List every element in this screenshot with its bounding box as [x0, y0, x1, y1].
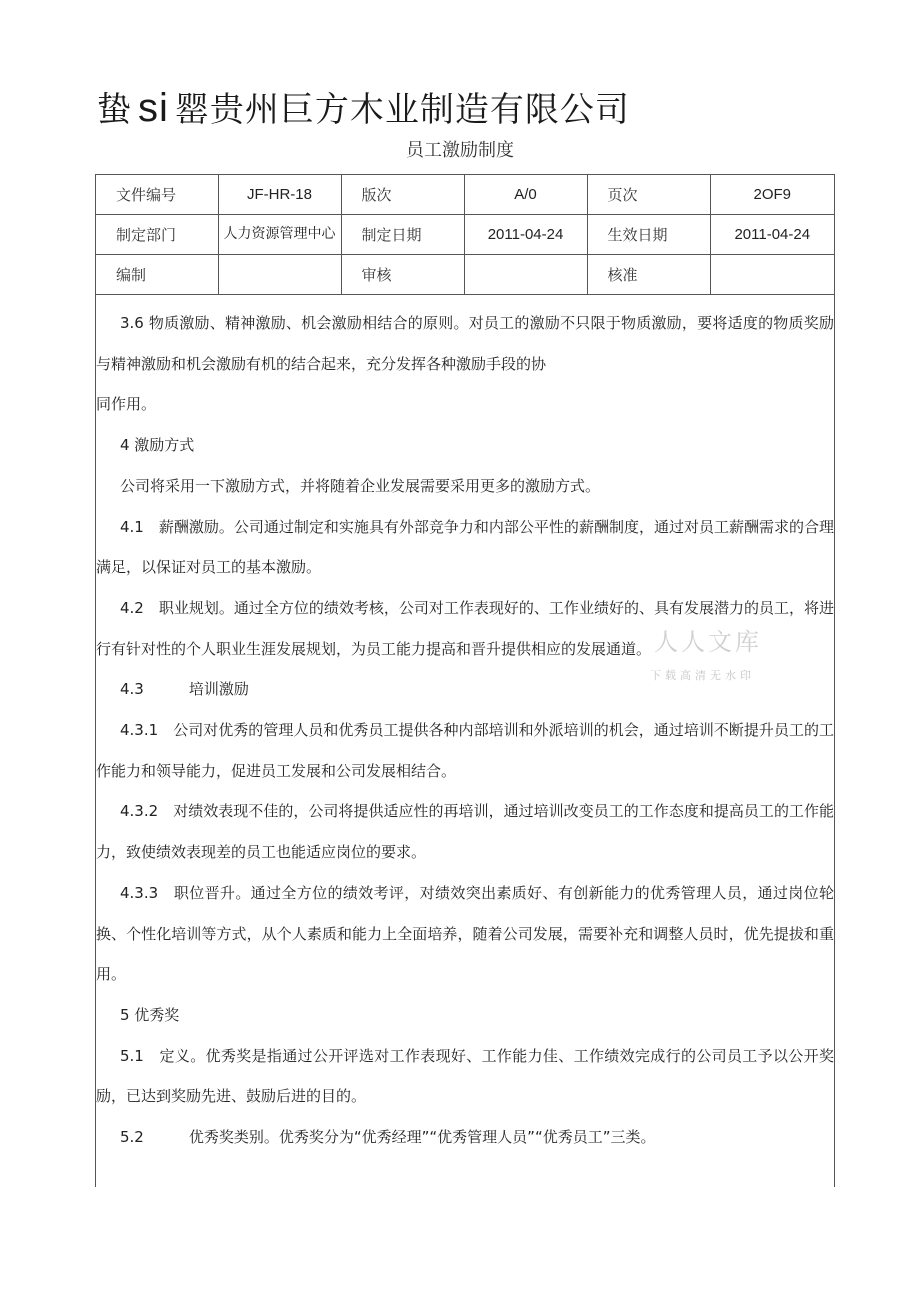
body-paragraph: 4.3 培训激励 — [120, 680, 249, 699]
watermark-brand: 人人文库 — [654, 628, 762, 656]
watermark — [650, 622, 780, 686]
meta-value-cell — [710, 255, 834, 295]
meta-label-cell: 制定日期 — [341, 215, 464, 255]
meta-value-cell — [218, 255, 341, 295]
company-si: si — [138, 86, 169, 130]
body-paragraph: 5.1 定义。优秀奖是指通过公开评选对工作表现好、工作能力佳、工作绩效完成行的公司员工予以公开奖励，已达到奖励先进、鼓励后进的目的。 — [96, 1046, 834, 1106]
meta-row — [96, 175, 834, 215]
body-paragraph: 5.2 优秀奖类别。优秀奖分为“优秀经理”“优秀管理人员”“优秀员工”三类。 — [120, 1128, 656, 1147]
meta-label-cell: 生效日期 — [587, 215, 710, 255]
meta-label-cell: 核准 — [587, 255, 710, 295]
meta-label-cell: 审核 — [341, 255, 464, 295]
meta-value-cell: JF-HR-18 — [218, 175, 341, 215]
body-paragraph: 3.6 物质激励、精神激励、机会激励相结合的原则。对员工的激励不只限于物质激励，要将适度的物质奖励与精神激励和机会激励有机的结合起来，充分发挥各种激励手段的协 — [96, 314, 834, 373]
body-paragraph: 公司将采用一下激励方式，并将随着企业发展需要采用更多的激励方式。 — [120, 476, 601, 495]
meta-label-cell: 文件编号 — [96, 175, 218, 215]
body-paragraph: 4.2 职业规划。通过全方位的绩效考核，公司对工作表现好的、工作业绩好的、具有发展潜力的员工，将进行有针对性的个人职业生涯发展规划，为员工能力提高和晋升提供相应的发展通道。 — [96, 598, 834, 658]
meta-row — [96, 255, 834, 295]
company-name: 罂贵州巨方木业制造有限公司 — [174, 90, 630, 130]
body-paragraph: 同作用。 — [96, 395, 157, 414]
meta-row — [96, 215, 834, 255]
document-title: 员工激励制度 — [406, 140, 514, 161]
meta-label-cell: 制定部门 — [96, 215, 218, 255]
meta-value-cell — [464, 255, 587, 295]
body-paragraph: 4.3.3 职位晋升。通过全方位的绩效考评，对绩效突出素质好、有创新能力的优秀管理人员，通过岗位轮换、个性化培训等方式，从个人素质和能力上全面培养，随着公司发展，需要补充和调整人员时，优先提拔和重用。 — [96, 883, 834, 984]
company-header — [97, 82, 630, 131]
document-control-table — [96, 175, 834, 295]
body-paragraph: 4.1 薪酬激励。公司通过制定和实施具有外部竞争力和内部公平性的薪酬制度，通过对员工薪酬需求的合理满足，以保证对员工的基本激励。 — [96, 517, 834, 577]
body-paragraph: 4.3.1 公司对优秀的管理人员和优秀员工提供各种内部培训和外派培训的机会，通过培训不断提升员工的工作能力和领导能力，促进员工发展和公司发展相结合。 — [96, 721, 834, 780]
watermark-tagline: 下载高清无水印 — [650, 669, 755, 682]
body-paragraph: 4.3.2 对绩效表现不佳的，公司将提供适应性的再培训，通过培训改变员工的工作态度和提高员工的工作能力，致使绩效表现差的员工也能适应岗位的要求。 — [96, 802, 834, 862]
meta-value-cell: A/0 — [464, 175, 587, 215]
meta-value-cell: 2011-04-24 — [710, 215, 834, 255]
meta-label-cell: 编制 — [96, 255, 218, 295]
meta-label-cell: 页次 — [587, 175, 710, 215]
body-paragraph: 5 优秀奖 — [120, 1005, 180, 1024]
meta-label-cell: 版次 — [341, 175, 464, 215]
body-paragraph: 4 激励方式 — [120, 436, 195, 455]
meta-value-cell: 2011-04-24 — [464, 215, 587, 255]
company-prefix: 蛰 — [97, 90, 132, 130]
document-body — [96, 295, 834, 1158]
meta-value-cell: 2OF9 — [710, 175, 834, 215]
meta-value-cell: 人力资源管理中心 — [218, 215, 341, 255]
